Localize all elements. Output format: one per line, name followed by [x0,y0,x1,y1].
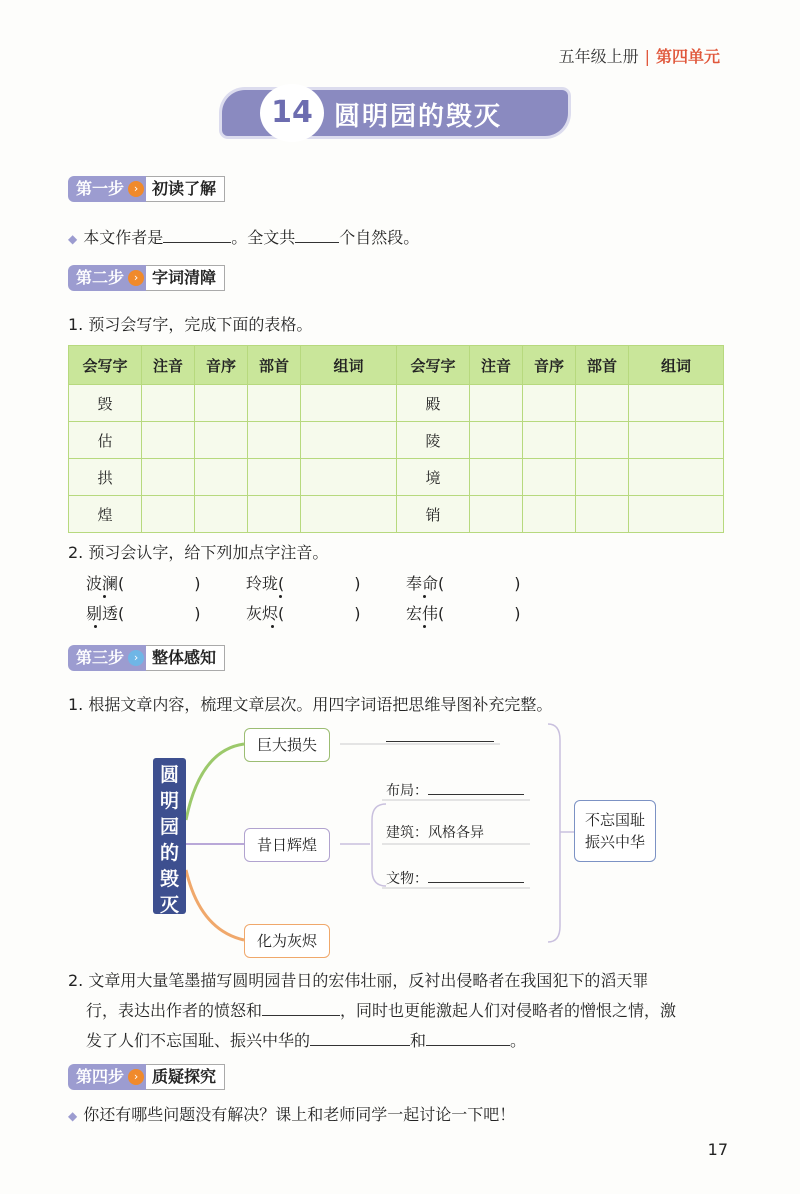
answer-cell[interactable] [629,422,724,459]
word-label: 剔透( [86,604,125,623]
connector-bottom [186,870,244,940]
q-end-text: 个自然段。 [339,228,420,247]
character-cell: 估 [69,422,142,459]
table-header: 组词 [301,346,397,385]
answer-cell[interactable] [301,496,397,533]
step4-prompt-text: 你还有哪些问题没有解决？课上和老师同学一起讨论一下吧！ [83,1105,516,1124]
q2-line1: 2. 文章用大量笔墨描写圆明园昔日的宏伟壮丽，反衬出侵略者在我国犯下的滔天罪 [68,971,649,990]
answer-cell[interactable] [301,385,397,422]
character-cell: 殿 [397,385,470,422]
page-header [559,44,720,67]
answer-cell[interactable] [576,496,629,533]
step3-tag: 第三步 [68,645,146,671]
character-cell: 陵 [397,422,470,459]
answer-cell[interactable] [470,385,523,422]
answer-cell[interactable] [142,459,195,496]
pinyin-item [406,573,521,595]
answer-cell[interactable] [470,459,523,496]
answer-cell[interactable] [195,459,248,496]
paragraph-count-blank[interactable] [295,226,339,243]
table-row [69,385,724,422]
character-cell: 销 [397,496,470,533]
lesson-number: 14 [260,84,324,142]
diamond-icon: ◆ [68,1109,78,1123]
step3-q1: 1. 根据文章内容，梳理文章层次。用四字词语把思维导图补充完整。 [68,695,553,714]
answer-cell[interactable] [248,496,301,533]
table-row [69,459,724,496]
answer-cell[interactable] [523,459,576,496]
table-header: 注音 [142,346,195,385]
answer-cell[interactable] [301,459,397,496]
close-paren: ) [354,604,361,623]
answer-cell[interactable] [248,459,301,496]
sub-bracket [372,804,386,886]
relics-blank[interactable] [428,866,524,883]
root-char: 灭 [159,894,179,916]
table-header: 音序 [195,346,248,385]
branch-node-glory: 昔日辉煌 [244,828,330,862]
answer-cell[interactable] [523,385,576,422]
table-header: 注音 [470,346,523,385]
answer-cell[interactable] [142,422,195,459]
word-label: 玲珑( [246,574,285,593]
connector-top [186,744,244,820]
right-bracket [548,724,560,942]
emphasis-dot [423,595,426,598]
table-header: 组词 [629,346,724,385]
result-node [574,800,656,862]
diamond-icon: ◆ [68,232,78,246]
answer-cell[interactable] [576,459,629,496]
answer-cell[interactable] [576,385,629,422]
pinyin-item [406,603,521,625]
answer-cell[interactable] [195,385,248,422]
word-label: 波澜( [86,574,125,593]
sub-layout [386,778,524,802]
answer-cell[interactable] [629,385,724,422]
step3-heading [68,645,225,671]
answer-cell[interactable] [248,385,301,422]
grade-label: 五年级上册 [558,47,639,66]
close-paren: ) [194,574,201,593]
step4-prompt [68,1104,515,1127]
lesson-banner [222,90,568,136]
close-paren: ) [354,574,361,593]
writing-characters-table [68,345,724,533]
answer-cell[interactable] [248,422,301,459]
answer-cell[interactable] [523,496,576,533]
mindmap-root [153,758,186,914]
emphasis-dot [103,595,106,598]
feeling-blank-1[interactable] [310,1029,410,1046]
q-para-text: 。全文共 [231,228,296,247]
answer-cell[interactable] [629,496,724,533]
table-header: 部首 [248,346,301,385]
table-header: 会写字 [397,346,470,385]
answer-cell[interactable] [142,385,195,422]
author-blank[interactable] [163,226,231,243]
step3-q2 [68,966,738,1056]
pinyin-item [246,603,361,625]
pinyin-item [246,573,361,595]
q2-line2 [68,996,738,1026]
step4-tag: 第四步 [68,1064,146,1090]
table-row [69,422,724,459]
sub-relics [386,866,524,890]
emphasis-dot [423,625,426,628]
character-cell: 境 [397,459,470,496]
branch-node-ashes: 化为灰烬 [244,924,330,958]
q2-text: 。 [510,1031,527,1050]
page-number: 17 [707,1140,728,1159]
table-header: 部首 [576,346,629,385]
result-line: 不忘国耻 [585,811,646,829]
layout-blank[interactable] [428,778,524,795]
q2-text: 发了人们不忘国耻、振兴中华的 [86,1031,311,1050]
emphasis-dot [271,625,274,628]
result-line: 振兴中华 [585,833,646,851]
step1-name: 初读了解 [146,176,225,202]
answer-cell[interactable] [523,422,576,459]
q2-text: 行，表达出作者的愤怒和 [86,1001,263,1020]
step2-q1: 1. 预习会写字，完成下面的表格。 [68,315,313,334]
branch1-blank[interactable] [386,741,494,742]
lesson-title: 圆明园的毁灭 [334,102,503,132]
word-label: 宏伟( [406,604,445,623]
root-char: 园 [159,816,179,838]
pinyin-item [86,603,201,625]
word-label: 奉命( [406,574,445,593]
word-label: 灰烬( [246,604,285,623]
table-row [69,496,724,533]
character-cell: 煌 [69,496,142,533]
emotion-blank[interactable] [262,999,340,1016]
answer-cell[interactable] [470,496,523,533]
q2-line3 [68,1026,738,1056]
sub-relics-label: 文物： [386,871,428,887]
step2-tag: 第二步 [68,265,146,291]
q2-text: ，同时也更能激起人们对侵略者的憎恨之情，激 [340,1001,677,1020]
root-char: 毁 [159,868,179,890]
unit-label: 第四单元 [655,47,720,66]
close-paren: ) [194,604,201,623]
answer-cell[interactable] [142,496,195,533]
emphasis-dot [279,595,282,598]
sub-architecture: 建筑：风格各异 [386,825,484,841]
header-divider: | [644,47,650,66]
step2-q2: 2. 预习会认字，给下列加点字注音。 [68,543,329,562]
q2-text: 和 [410,1031,427,1050]
step4-name: 质疑探究 [146,1064,225,1090]
arrow-icon: › [128,181,144,197]
root-char: 的 [159,842,179,864]
step1-heading [68,176,225,202]
table-header: 音序 [523,346,576,385]
arrow-icon: › [128,1069,144,1085]
root-char: 明 [159,790,179,812]
step4-heading [68,1064,225,1090]
step2-name: 字词清障 [146,265,225,291]
q-author-text: 本文作者是 [83,228,164,247]
character-cell: 拱 [69,459,142,496]
answer-cell[interactable] [629,459,724,496]
arrow-icon: › [128,650,144,666]
emphasis-dot [94,625,97,628]
feeling-blank-2[interactable] [426,1029,510,1046]
answer-cell[interactable] [576,422,629,459]
close-paren: ) [514,574,521,593]
table-header-row [69,346,724,385]
arrow-icon: › [128,270,144,286]
answer-cell[interactable] [301,422,397,459]
sub-layout-label: 布局： [386,783,428,799]
step3-name: 整体感知 [146,645,225,671]
answer-cell[interactable] [195,496,248,533]
step1-tag: 第一步 [68,176,146,202]
answer-cell[interactable] [195,422,248,459]
character-cell: 毁 [69,385,142,422]
root-char: 圆 [159,764,179,786]
table-header: 会写字 [69,346,142,385]
pinyin-item [86,573,201,595]
answer-cell[interactable] [470,422,523,459]
branch-node-loss: 巨大损失 [244,728,330,762]
step2-heading [68,265,225,291]
close-paren: ) [514,604,521,623]
step1-question [68,226,419,250]
